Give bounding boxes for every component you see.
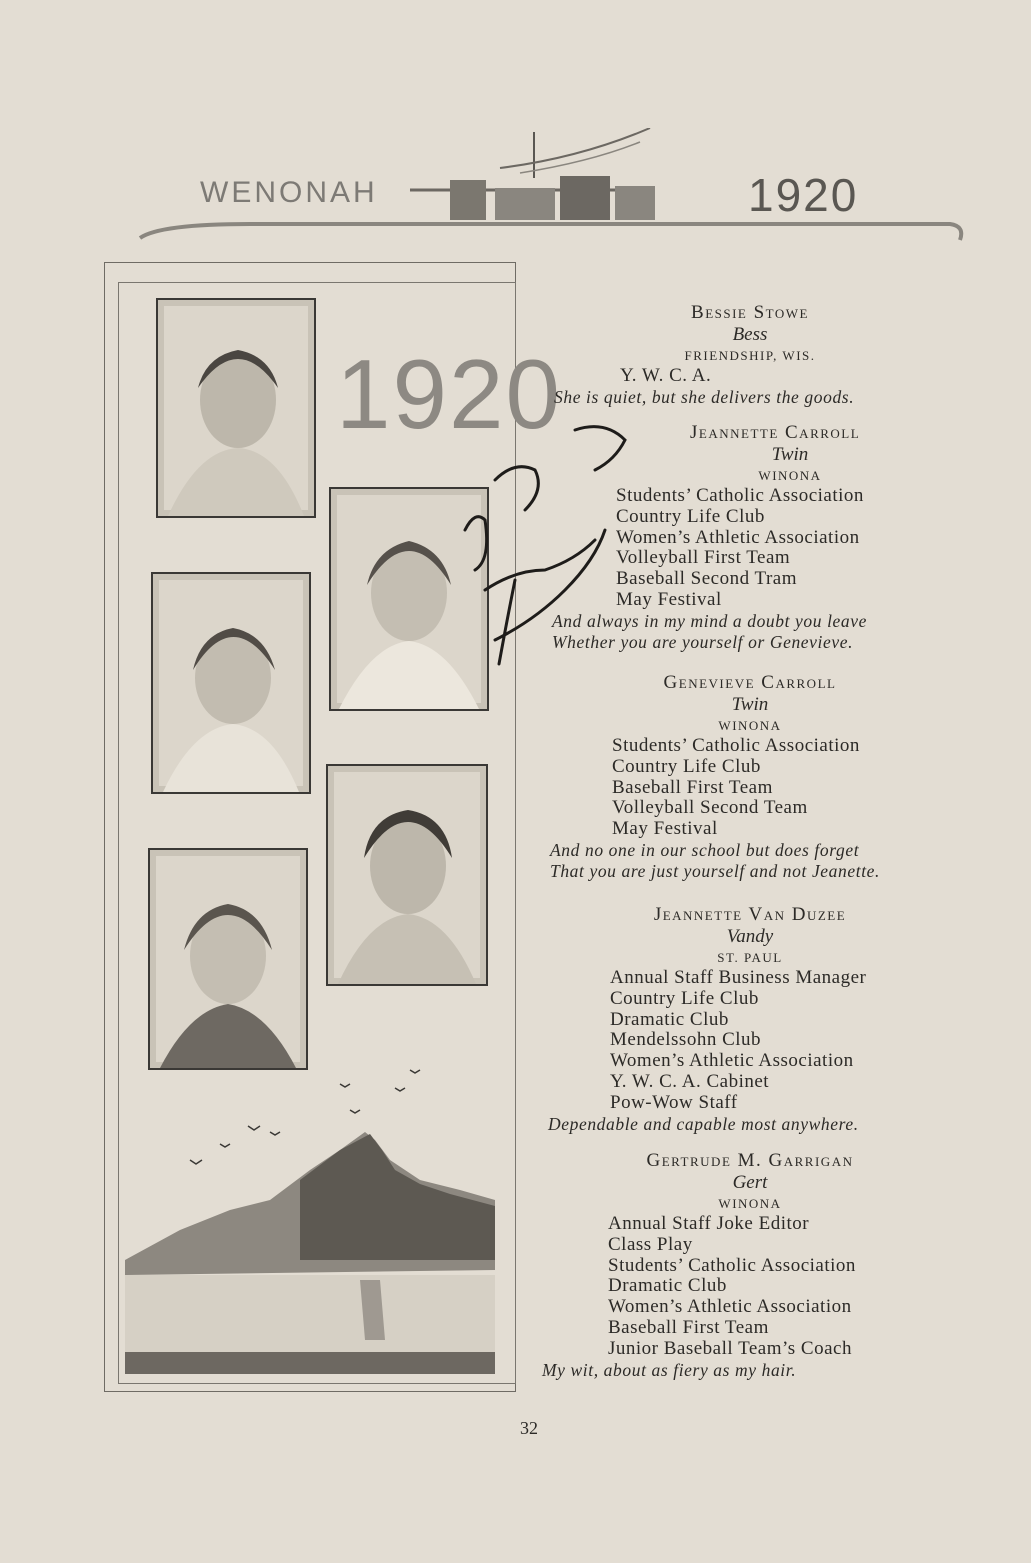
entry-quote [540,387,960,408]
activity-item: Women’s Athletic Association [608,1296,852,1318]
entry-name: Jeannette Van Duzee [653,904,847,925]
quote-line: She is quiet, but she delivers the goods. [554,386,855,407]
entry-nickname: Twin [731,694,769,715]
entry-quote [540,1360,960,1381]
header-year: 1920 [748,169,859,221]
entry-activities [540,968,960,1114]
activity-item: Volleyball First Team [616,547,791,569]
entry-activities [540,736,960,840]
portrait-genevieve-carroll [151,572,311,794]
activity-item: Baseball First Team [612,776,773,798]
quote-line: And no one in our school but does forget [550,839,860,860]
activity-item: Baseball Second Tram [616,568,797,590]
portrait-jeannette-van-duzee [326,764,488,986]
entry-quote [540,840,960,882]
entry-town: WINONA [718,1196,782,1211]
activity-item: Volleyball Second Team [612,797,808,819]
entry-name: Gertrude M. Garrigan [646,1150,854,1171]
quote-line: Dependable and capable most anywhere. [548,1113,859,1134]
activity-item: Annual Staff Business Manager [610,967,867,988]
entry-nickname: Twin [771,444,809,465]
activity-item: Y. W. C. A. Cabinet [610,1070,770,1092]
activity-item: Country Life Club [612,755,761,777]
activity-item: Students’ Catholic Association [612,735,860,756]
activity-item: Students’ Catholic Association [608,1254,856,1276]
entry-jeannette-carroll [540,422,960,653]
activity-item: Dramatic Club [610,1008,729,1030]
page-number: 32 [520,1418,538,1438]
entry-town: FRIENDSHIP, WIS. [684,348,816,363]
activity-item: Junior Baseball Team’s Coach [608,1337,852,1359]
entry-town: ST. PAUL [717,950,783,965]
portrait-gertrude-garrigan [148,848,308,1070]
entry-nickname: Gert [732,1172,768,1193]
activity-item: Mendelssohn Club [610,1029,762,1051]
activity-item: Class Play [608,1233,693,1255]
activity-item: Women’s Athletic Association [610,1050,854,1072]
activity-item: Baseball First Team [608,1316,769,1338]
entry-nickname: Bess [732,324,768,345]
header-building-illustration [130,128,970,248]
activity-item: Students’ Catholic Association [616,485,864,506]
entry-genevieve-carroll [540,672,960,882]
entry-bessie-stowe [540,302,960,408]
quote-line: And always in my mind a doubt you leave [552,610,868,631]
activity-item: May Festival [612,818,718,840]
activity-item: Dramatic Club [608,1275,727,1297]
activity-item: Country Life Club [610,987,759,1009]
entry-nickname: Vandy [726,926,774,947]
activity-item: Y. W. C. A. [620,365,712,386]
entry-jeannette-van-duzee [540,904,960,1135]
entry-name: Jeannette Carroll [690,422,861,443]
panel-year-art: 1920 [336,339,563,449]
activity-item: Women’s Athletic Association [616,526,860,548]
entry-activities [540,486,960,611]
entry-name: Bessie Stowe [691,302,809,323]
entry-town: WINONA [758,468,822,483]
activity-item: Pow-Wow Staff [610,1091,738,1113]
activity-item: Annual Staff Joke Editor [608,1213,810,1234]
portrait-bessie-stowe [156,298,316,518]
entry-name: Genevieve Carroll [663,672,837,693]
quote-line: My wit, about as fiery as my hair. [542,1359,797,1380]
entry-quote [540,1114,960,1135]
entry-quote [540,611,960,653]
quote-line: That you are just yourself and not Jeanette. [550,860,881,881]
header-title: WENONAH [200,176,378,209]
entry-town: WINONA [718,718,782,733]
activity-item: Country Life Club [616,505,765,527]
landscape-illustration [120,1060,500,1380]
entry-activities [540,366,960,387]
entry-gertrude-garrigan [540,1150,960,1381]
quote-line: Whether you are yourself or Genevieve. [552,631,854,652]
entry-activities [540,1214,960,1360]
activity-item: May Festival [616,588,722,610]
